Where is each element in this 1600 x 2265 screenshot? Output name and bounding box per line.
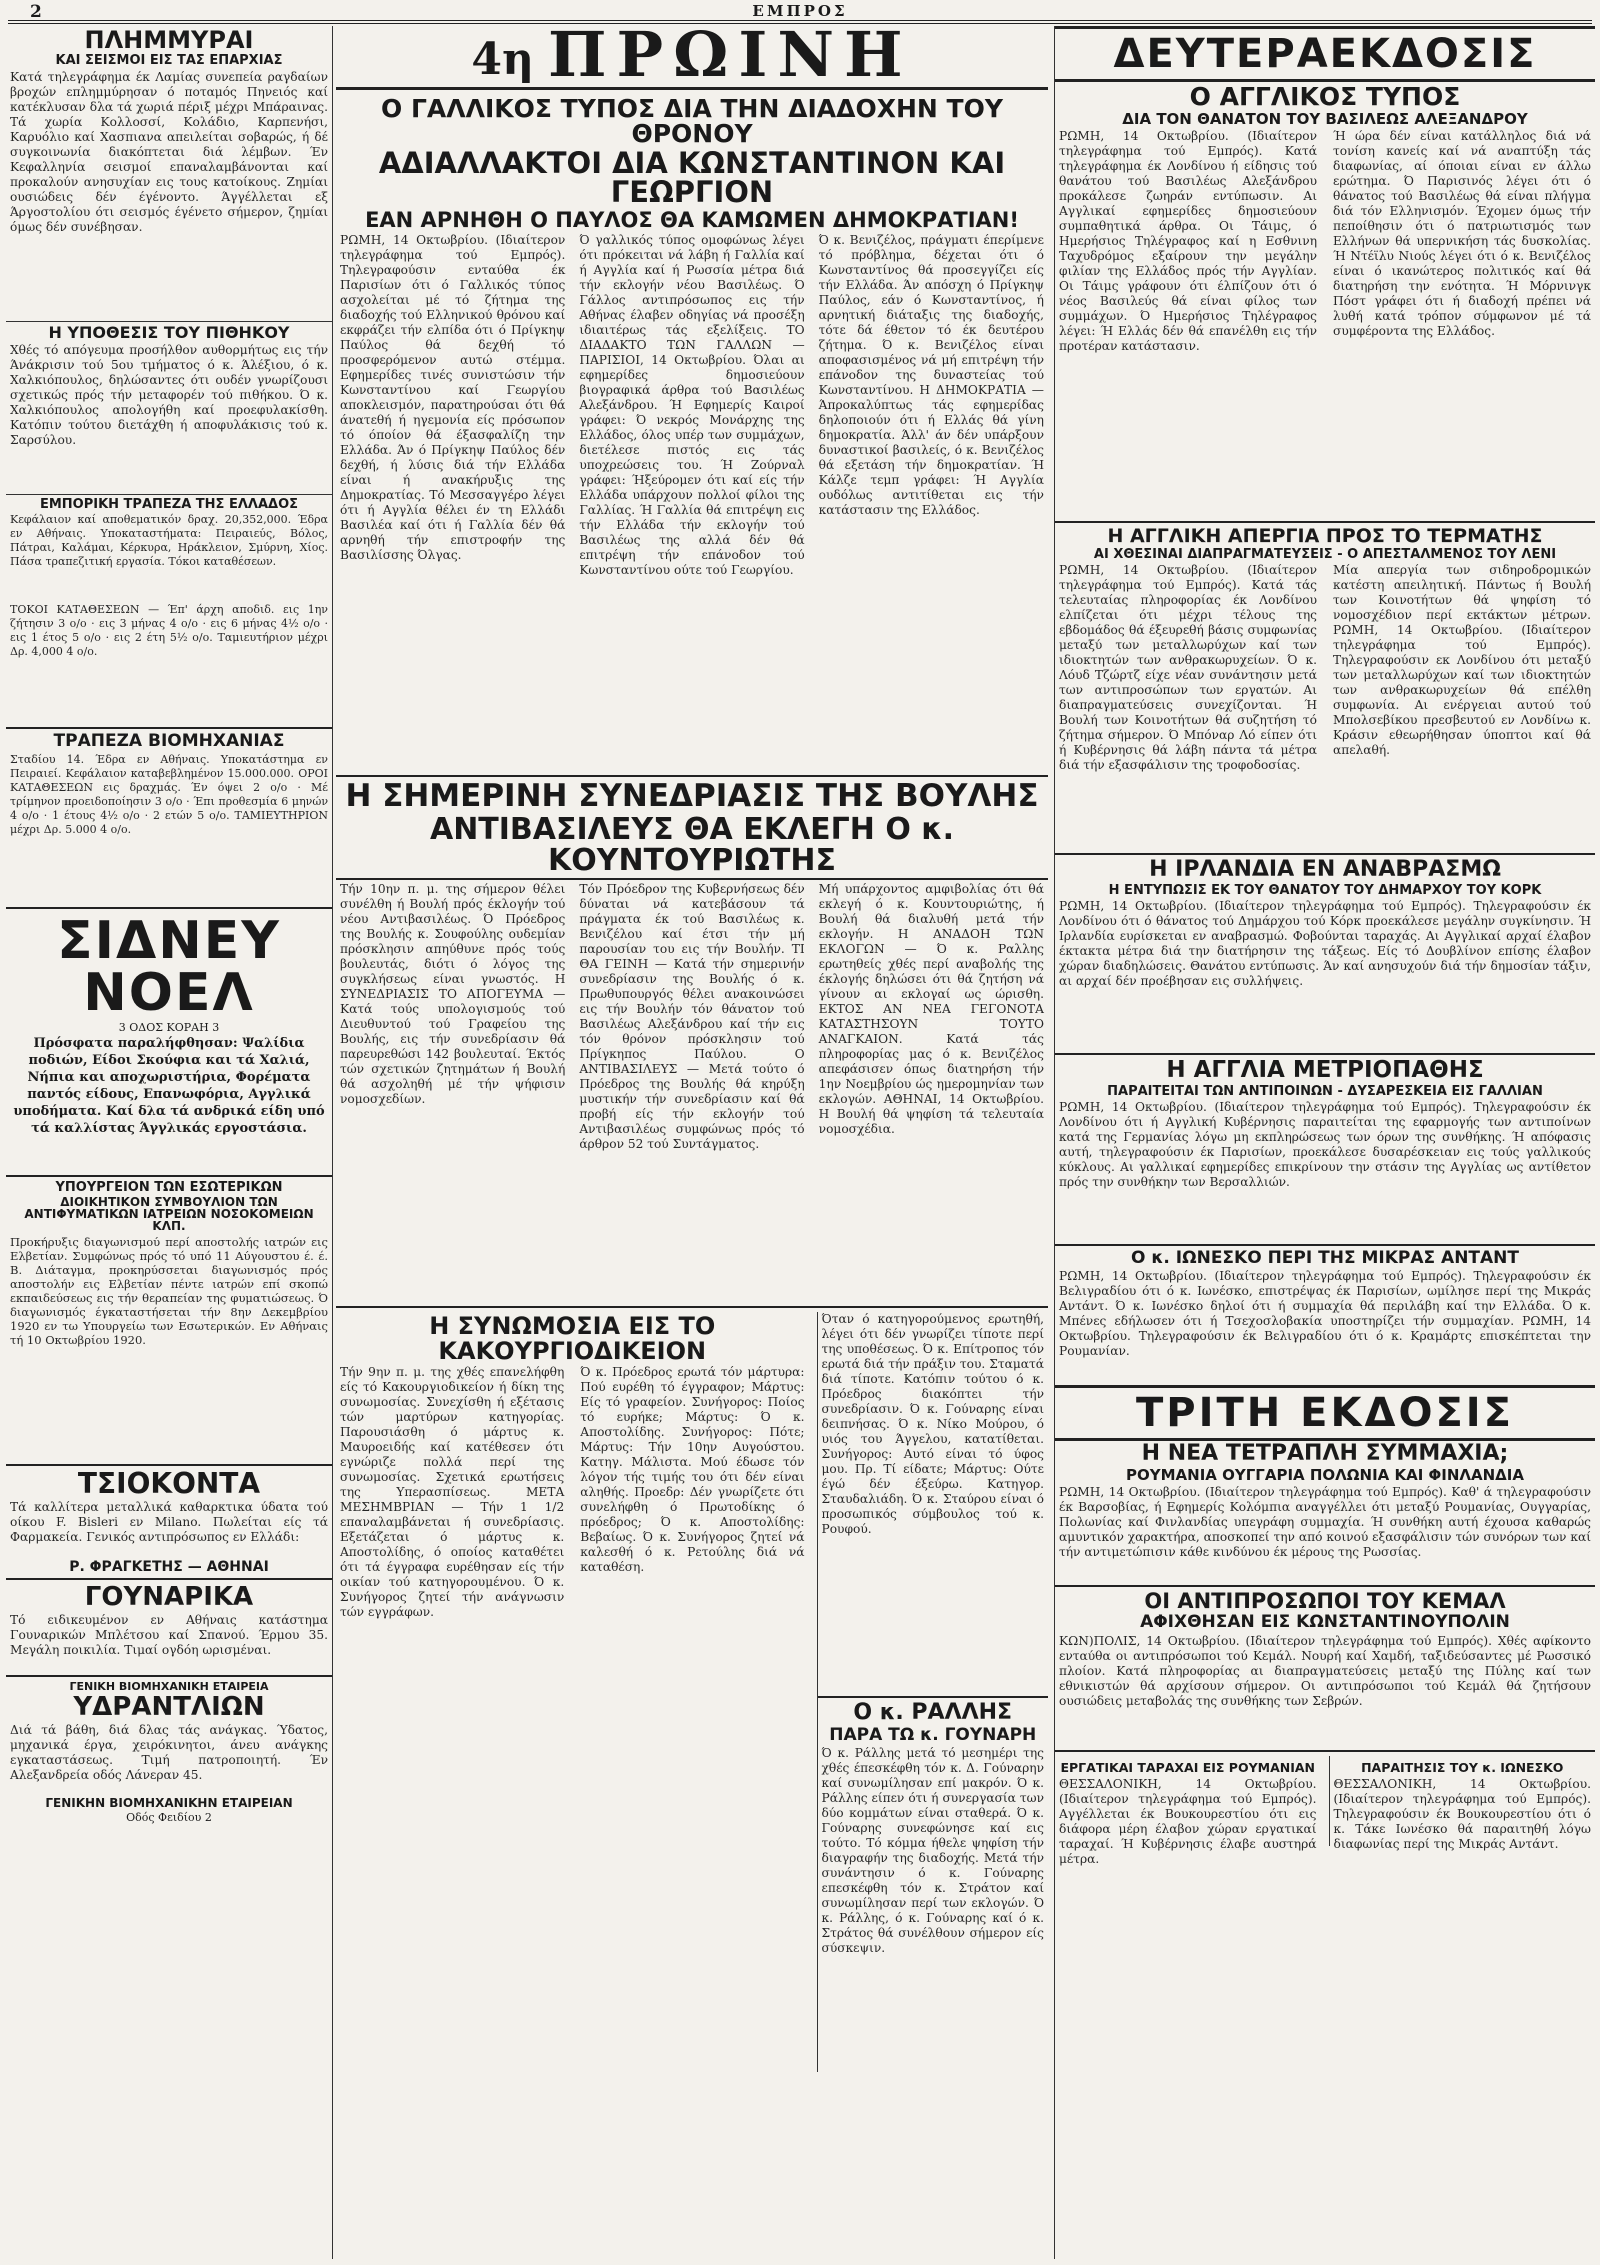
headline-english-press: Ο ΑΓΓΛΙΚΟΣ ΤΥΠΟΣ	[1189, 82, 1461, 111]
headline-irreconcilable: ΑΔΙΑΛΛΑΚΤΟΙ ΔΙΑ ΚΩΝΣΤΑΝΤΙΝΟΝ ΚΑΙ ΓΕΩΡΓΙΟΝ	[378, 145, 1006, 210]
headline-england-moderate: Η ΑΓΓΛΙΑ ΜΕΤΡΙΟΠΑΘΗΣ	[1166, 1057, 1484, 1084]
ad-title-sidney-noel: ΣΙΔΝΕΥ ΝΟΕΛ	[57, 910, 281, 1023]
ad-title-commercial-bank: ΕΜΠΟΡΙΚΗ ΤΡΑΠΕΖΑ ΤΗΣ ΕΛΛΑΔΟΣ	[39, 497, 299, 513]
ad-text-furs: Τό ειδικευμένον εν Αθήναις κατάστημα Γουναρικών Μπλέτσου καί Σπανού. Έρμου 35. Μεγάλη ποικιλία. Τιμαί ογδόη ωρισμέναι.	[10, 1612, 328, 1657]
headline-romania-unrest: ΕΡΓΑΤΙΚΑΙ ΤΑΡΑΧΑΙ ΕΙΣ ΡΟΥΜΑΝΙΑΝ	[1060, 1759, 1315, 1775]
subheadline-alliance: ΡΟΥΜΑΝΙΑ ΟΥΓΓΑΡΙΑ ΠΟΛΩΝΙΑ ΚΑΙ ΦΙΝΛΑΝΔΙΑ	[1126, 1465, 1524, 1484]
article-strike	[1055, 563, 1595, 849]
article-parliament	[336, 882, 1048, 1302]
article-text-col1: ΡΩΜΗ, 14 Οκτωβρίου. (Ιδιαίτερον τηλεγράφημα τού Εμπρός). Τηλεγραφούσιν ενταύθα έκ Παρισίων ότι ό Γαλλικός τύπος ασχολείται μέ τό ζήτημα της διαδοχής τού Ελληνικού θρόνου καί εκφράζει τήν ελπίδα ότι ό Πρίγκηψ Παύλος θά δεχθή τό προσφερόμενον αυτώ στέμμα. Εφημερίδες τινές συνιστώσιν τήν Κωνσταντίνου καί Γεωργίου αποκλεισμόν, παρατηρούσαι ότι θά άνατεθή ή ηγεμονία είς πρόσωπον τό όποίον θά έξασφαλίζη την Ελλάδα. Άν ό Πρίγκηψ Παύλος δέν δεχθή, ή λύσις διά τήν Ελλάδα είναι ή ανακήρυξις της Δημοκρατίας. Τό Μεσσαγγέρο λέγει ότι ή Αγγλία θέλει έν τη Ελλάδι Βασιλέα καί ότι ή Γαλλία δέν θά αρνηθή τήν επιστροφήν της Βασιλίσσης Όλγας.	[340, 233, 566, 563]
subheadline-england-moderate: ΠΑΡΑΙΤΕΙΤΑΙ ΤΩΝ ΑΝΤΙΠΟΙΝΩΝ - ΔΥΣΑΡΕΣΚΕΙΑ ΕΙΣ ΓΑΛΛΙΑΝ	[1107, 1083, 1543, 1099]
conspiracy-text-col2: Ό κ. Πρόεδρος ερωτά τόν μάρτυρα: Πού ευρέθη τό έγγραφον; Μάρτυς: Είς τό γραφείον. Συνήγορος: Ποίος τό ευρήκε; Μάρτυς: Ό κ. Αποστολίδης. Συνήγορος: Πότε; Μάρτυς: Τήν 10ην Αυγούστου. Κατηγ. Μάλιστα. Μού έδωσε τόν λόγον τής τιμής του ότι δέν είναι αληθής. Προεδρ: Δέν γνωρίζετε ότι συνελήφθη ό Πρωτοδίκης ό πρόεδρος; Ό κ. Αποστολίδης: Βεβαίως. Ό κ. Συνήγορος ζητεί νά καλεσθή ό κ. Ρετούλης διά νά καταθέση.	[580, 1365, 805, 1575]
conspiracy-text-col1: Τήν 9ην π. μ. της χθές επανελήφθη είς τό Κακουργιοδικείον ή δίκη της συνωμοσίας. Συνεχίσθη ή εξέτασις τών μαρτύρων κατηγορίας. Παρουσιάσθη ό μάρτυς κ. Μαυροειδής καί κατέθεσεν ότι εγνώριζε πολλά περί της συνωμοσίας. Σχετικά ερωτήσεις της Υπερασπίσεως. ΜΕΤΑ ΜΕΣΗΜΒΡΙΑΝ — Τήν 1 1/2 επαναλαμβάνεται ή συνεδρίασις. Εξετάζεται ό μάρτυς κ. Αποστολίδης, ό οποίος καταθέτει ότι τά έγγραφα ευρέθησαν είς τήν οικίαν τού κατηγορουμένου. Ό κ. Συνήγορος ζητεί τήν ανάγνωσιν τών εγγράφων.	[340, 1365, 565, 1620]
edition-number: 4η	[471, 33, 534, 85]
english-press-col1: ΡΩΜΗ, 14 Οκτωβρίου. (Ιδιαίτερον τηλεγράφημα τού Εμπρός). Κατά τηλεγράφημα έκ Λονδίνου ή είδησις τού θανάτου τού Βασιλέως Αλεξάνδρου προκάλεσε ζωηράν εντύπωσιν. Αι Αγγλικαί εφημερίδες δημοσιεύουν συμπαθητικά άρθρα. Οι Τάιμς, ό Ημερήσιος Τηλέγραφος καί η Εσθνινη Ταχυδρόμος εξαίρουν την μεγάλην φιλίαν της Ελλάδος πρός τήν Αγγλίαν. Οι Τάιμς γράφουν ότι έλπίζουν ότι ό νέος Βασιλεύς θά είναι φίλος των συμμάχων. Ό Ημερήσιος Τηλέγραφος λέγει: Ή Ελλάς δέν θά επανέλθη εις τήν προτέραν κατάστασιν.	[1059, 128, 1317, 353]
ad-company-industrial-2: ΓΕΝΙΚΗΝ ΒΙΟΜΗΧΑΝΙΚΗΝ ΕΤΑΙΡΕΙΑΝ	[45, 1795, 293, 1810]
article-title-monkey: Η ΥΠΟΘΕΣΙΣ ΤΟΥ ΠΙΘΗΚΟΥ	[48, 322, 290, 342]
article-french-press	[336, 233, 1048, 771]
article-text-floods: Κατά τηλεγράφημα έκ Λαμίας συνεπεία ραγδαίων βροχών επλημμύρησαν ό ποταμός Πηνειός καί κατέκλυσαν δλα τά χωριά πέριξ μέχρι Μπάραινας. Τά χωρία Κολλοσσί, Κολάδιο, Καρπενήσι, Καρυόλιο καί Χασπιανα απειλείται σοβαρώς, ή δέ συγκοινωνία διακόπτεται διά λέμβων. Έν Κεφαλληνία σεισμοί επαναλαμβάνονται καί προκαλούν ανησυχίαν εις τους κατοίκους. Ζημίαι ουσιώδεις δέν έγένοντο. Άγγέλλεται εξ Άργοστολίου ότι σεισμός έγένετο σήμερον, ζημίαι όμως δέν συνέβησαν.	[10, 69, 328, 234]
subheadline-english-press: ΔΙΑ ΤΟΝ ΘΑΝΑΤΟΝ ΤΟΥ ΒΑΣΙΛΕΩΣ ΑΛΕΞΑΝΔΡΟΥ	[1122, 109, 1528, 128]
article-english-press	[1055, 129, 1595, 517]
ad-text-tsiokonta: Τά καλλίτερα μεταλλικά καθαρκτικα ύδατα τού οίκου F. Bisleri εν Milano. Πωλείται είς τά Φαρμακεία. Γενικός αντιπρόσωπος εν Ελλάδι:	[10, 1500, 328, 1545]
third-edition-title: ΤΡΙΤΗ ΕΚΔΟΣΙΣ	[1136, 1390, 1514, 1437]
article-alliance: ΡΩΜΗ, 14 Οκτωβρίου. (Ιδιαίτερον τηλεγράφημα τού Εμπρός). Καθ' ά τηλεγραφούσιν έκ Βαρσοβίας, ή Εφημερίς Κολόμπια αναγγέλλει ότι μεταξύ Ρουμανίας, Ουγγαρίας, Πολωνίας καί Φινλανδίας υπεγράφη συμμαχία. Ή συνθήκη αυτή έχουσα καθαρώς αμυντικόν χαρακτήρα, αποσκοπεί την από κοινού εξασφάλισιν τών συνόρων των καί τήν αντιμετώπισιν κάθε κινδύνου έκ μέρους της Ρωσσίας.	[1059, 1484, 1591, 1559]
notice-text-ministry: Προκήρυξις διαγωνισμού περί αποστολής ιατρών εις Ελβετίαν. Συμφώνως πρός τό υπό 11 Αύγουστου έ. έ. Β. Διάταγμα, προκηρύσσεται διαγωνισμός πρός αποστολήν εις Ελβετίαν πέντε ιατρών επί σκοπώ εκπαιδεύσεως εις τήν θεραπείαν της φυματιώσεως. Ό διαγωνισμός έγκαταστήσεται τήν 8ην Δεκεμβρίου 1920 εν τω Υπουργείω των Εσωτερικών. Εν Αθήναις τή 10 Οκτωβρίου 1920.	[10, 1234, 328, 1347]
right-column	[1054, 26, 1595, 2259]
third-edition-banner	[1055, 1385, 1595, 1441]
headline-parliament: Η ΣΗΜΕΡΙΝΗ ΣΥΝΕΔΡΙΑΣΙΣ ΤΗΣ ΒΟΥΛΗΣ	[345, 778, 1039, 815]
article-title-floods: ΠΛΗΜΜΥΡΑΙ	[84, 26, 254, 54]
parliament-text-col1: Τήν 10ην π. μ. της σήμερον θέλει συνέλθη ή Βουλή πρός έκλογήν τού νέου Αντιβασιλέως. Ό Πρόεδρος της Βουλής κ. Σουφούλης ουδεμίαν πρόσκλησιν απηύθυνε πρός τούς βουλευτάς, διότι ό λόγος της συγκλήσεως είναι γνωστός. Η ΣΥΝΕΔΡΙΑΣΙΣ ΤΟ ΑΠΟΓΕΥΜΑ — Κατά τούς υπολογισμούς τού Διευθυντού τού Γραφείου της Βουλής, εις τήν συνεδρίασιν θά παρευρεθώσι 142 βουλευταί. Έκτός τών σχετικών ζητημάτων ή Βουλή θά ασχοληθή μέ τήν ψήφισιν νομοσχεδίων.	[340, 882, 566, 1107]
ad-title-tsiokonta: ΤΣΙΟΚΟΝΤΑ	[77, 1466, 261, 1500]
ad-text-sidney-noel: Πρόσφατα παραλήφθησαν: Ψαλίδια ποδιών, Είδοι Σκούφια και τά Χαλιά, Νήπια και αποχωριστήρια, Φορέματα παντός είδους, Επανωφόρια, Αγγλικά υποδήματα. Καί δλα τά ανδρικά είδη υπό τά καλλίστας Άγγλικάς εργοστάσια.	[13, 1035, 325, 1136]
article-ireland: ΡΩΜΗ, 14 Οκτωβρίου. (Ιδιαίτερον τηλεγράφημα τού Εμπρός). Τηλεγραφούσιν έκ Λονδίνου ότι ό θάνατος τού Δημάρχου τού Κόρκ προεκάλεσε μεγάλην συγκίνησιν. Ή Ιρλανδία ευρίσκεται εν αναβρασμώ. Φοβούνται ταραχάς. Αι Αγγλικαί αρχαί έλαβον έκτακτα μέτρα διά την διατήρησιν της τάξεως. Είς τό Δουβλίνον επίσης έλαβον χώραν διαδηλώσεις. Θανάτου εντύπωσις. Άν καί ανησυχούν διά τήν δημοσίαν τάξιν, αι αρχαί δέν προέβησαν εις συλλήψεις.	[1059, 899, 1591, 989]
page-number: 2	[30, 2, 42, 22]
english-press-col2: Ή ώρα δέν είναι κατάλληλος διά νά τονίση κανείς καί νά αναπτύξη τάς διαφωνίας, αί όποιαι είναι εν άλλω ερώτημα. Ό Παρισινός λέγει ότι ό θάνατος τού Βασιλέως θά είναι πλήγμα διά τόν Ελληνισμόν. Έχομεν όμως τήν πεποίθησιν ότι ό πατριωτισμός των Ελλήνων θά υπερνικήση τάς δυσκολίας. Ή Ντέϊλυ Νιούς λέγει ότι ό κ. Βενιζέλος είναι ό ικανώτερος πολιτικός καί θά διατηρήση την ενότητα. Ή Μόρνινγκ Πόστ γράφει ότι ή διαδοχή πρέπει νά λυθή κατά τρόπον σύμφωνον μέ τά συμφέροντα της Ελλάδος.	[1333, 128, 1591, 338]
second-edition-banner	[1055, 26, 1595, 82]
headline-alliance: Η ΝΕΑ ΤΕΤΡΑΠΛΗ ΣΥΜΜΑΧΙΑ;	[1141, 1441, 1509, 1467]
ad-title-pumps: ΥΔΡΑΝΤΛΙΩΝ	[73, 1692, 265, 1723]
ad-agent-tsiokonta: Ρ. ΦΡΑΓΚΕΤΗΣ — ΑΘΗΝΑΙ	[69, 1559, 269, 1576]
article-conspiracy	[336, 1312, 809, 2072]
main-column	[336, 18, 1048, 2259]
headline-rallis: Ο κ. ΡΑΛΛΗΣ	[853, 1700, 1013, 1726]
text-ionescu-resignation: ΘΕΣΣΑΛΟΝΙΚΗ, 14 Οκτωβρίου. (Ιδιαίτερον τηλεγράφημα τού Εμπρός). Τηλεγραφούσιν έκ Βουκουρεστίου ότι ό κ. Τάκε Ιωνέσκο θά παραιτηθή λόγω διαφωνίας περί της Μικράς Αντάντ.	[1333, 1776, 1591, 1851]
subheadline-strike: ΑΙ ΧΘΕΣΙΝΑΙ ΔΙΑΠΡΑΓΜΑΤΕΥΣΕΙΣ - Ο ΑΠΕΣΤΑΛΜΕΝΟΣ ΤΟΥ ΛΕΝΙ	[1093, 547, 1557, 563]
article-subtitle-floods: ΚΑΙ ΣΕΙΣΜΟΙ ΕΙΣ ΤΑΣ ΕΠΑΡΧΙΑΣ	[55, 53, 283, 69]
headline-kemal: ΟΙ ΑΝΤΙΠΡΟΣΩΠΟΙ ΤΟΥ ΚΕΜΑΛ	[1144, 1588, 1506, 1613]
article-ionescu: ΡΩΜΗ, 14 Οκτωβρίου. (Ιδιαίτερον τηλεγράφημα τού Εμπρός). Τηλεγραφούσιν έκ Βελιγραδίου ότι ό κ. Ιωνέσκο, επιστρέψας έκ Παρισίων, ωμίλησε περί της Μικράς Αντάντ. Ό κ. Ιωνέσκο δηλοί ότι ή συμμαχία θά περιλάβη καί την Ελλάδα. Ό κ. Μπένες εδήλωσεν ότι ή Τσεχοσλοβακία υποστηρίζει τήν συμμαχίαν. ΡΩΜΗ, 14 Οκτωβρίου. Τηλεγραφούσιν έκ Βελιγραδίου ότι ό κ. Κραμάρτς επισκέπτεται την Ρουμανίαν.	[1059, 1269, 1591, 1359]
text-romania-unrest: ΘΕΣΣΑΛΟΝΙΚΗ, 14 Οκτωβρίου. (Ιδιαίτερον τηλεγράφημα τού Εμπρός). Αγγέλλεται έκ Βουκουρεστίου ότι εις διάφορα μέρη έλαβον χώραν εργατικαί ταραχαί. Ή Κυβέρνησις έλαβε αυστηρά μέτρα.	[1059, 1776, 1317, 1866]
ad-text-industrial-bank: Σταδίου 14. Έδρα εν Αθήναις. Υποκατάστημα εν Πειραιεί. Κεφάλαιον καταβεβλημένον 15.000.000. ΟΡΟΙ ΚΑΤΑΘΕΣΕΩΝ εις δραχμάς. Έν όψει 2 ο/ο · Μέ τρίμηνον προειδοποίησιν 3 ο/ο · Έπι προθεσμία 6 μηνών 4 ο/ο · 1 έτους 4½ ο/ο · 2 ετών 5 ο/ο. ΤΑΜΙΕΥΤΗΡΙΟΝ μέχρι Δρ. 5.000 4 ο/ο.	[10, 752, 328, 836]
ad-title-industrial-bank: ΤΡΑΠΕΖΑ ΒΙΟΜΗΧΑΝΙΑΣ	[53, 731, 285, 752]
masthead: ΕΜΠΡΟΣ	[752, 2, 848, 20]
second-edition-title: ΔΕΥΤΕΡΑΕΚΔΟΣΙΣ	[1113, 31, 1537, 77]
article-text-col3: Ό κ. Βενιζέλος, πράγματι έπερίμενε τό πρόβλημα, δέχεται ότι ό Κωνσταντίνος θά προσεγγίζει είς τήν Ελλάδα. Άν απόσχη ό Πρίγκηψ Παύλος, εάν ό Κωνσταντίνος, ή αρνητική διάταξις της διαδοχής, τότε δά έθετον τό έκ δευτέρου ζήτημα. Ό κ. Βενιζέλος είναι αποφασισμένος νά μή επιτρέψη τήν επάνοδον της δυναστείας τού Κωνσταντίνου. Η ΔΗΜΟΚΡΑΤΙΑ — Άπροκαλύπτως τάς εφημερίδας δηλοποιούν ότι ή Ελλάς θά γίνη δημοκρατία. Άλλ' άν δέν υπάρξουν δυναστικοί βασιλείς, ό κ. Βενιζέλος θά εξετάση τήν δημοκρατίαν. Ή Κάλζε τεμπ γράφει: Ή Αγγλία ουδόλως αντιτίθεται εις τήν κατάστασιν της Ελλάδος.	[818, 233, 1044, 518]
headline-ionescu: Ο κ. ΙΩΝΕΣΚΟ ΠΕΡΙ ΤΗΣ ΜΙΚΡΑΣ ΑΝΤΑΝΤ	[1130, 1247, 1520, 1268]
left-column	[6, 26, 333, 2259]
ad-address-sidney-noel: 3 ΟΔΟΣ ΚΟΡΑΗ 3	[118, 1020, 220, 1034]
article-text-monkey: Χθές τό απόγευμα προσήλθον αυθορμήτως εις τήν Άνάκρισιν τού 5ου τμήματος ό κ. Άλέξιου, ό κ. Χαλκιόπουλος, δηλώσαντες ότι ουδέν γνωρίζουσι σχετικώς πρός τήν μεταφορέν τού πιθήκου. Ό κ. Χαλκιόπουλος απολογήθη καί προεφυλακίσθη. Κατόπιν τούτου διετάχθη ή αποφυλάκισις τού κ. Σαρσύλου.	[10, 343, 328, 448]
bottom-right-section	[1055, 1756, 1595, 1866]
strike-col1: ΡΩΜΗ, 14 Οκτωβρίου. (Ιδιαίτερον τηλεγράφημα τού Εμπρός). Κατά τάς τελευταίας πληροφορίας έκ Λονδίνου ελπίζεται ότι μέχρι τέλους της εβδομάδος θά έξευρεθή βάσις συμφωνίας μεταξύ των μεταλλωρύχων καί των ιδιοκτητών των ανθρακωρυχείων. Ό κ. Λόυδ Τζώρτζ είχε νέαν συνάντησιν μετά των αντιπροσώπων των εργατών. Αι διαπραγματεύσεις συνεχίζονται. Ή Βουλή των Κοινοτήτων θά συζητήση τό ζήτημα σήμερον. Ό Μπόναρ Λό είπεν ότι ή Κυβέρνησις θά λάβη πάντα τά μέτρα διά τήν εξασφάλισιν της τροφοδοσίας.	[1059, 563, 1317, 773]
ad-address-pumps: Οδός Φειδίου 2	[126, 1810, 212, 1824]
lower-main-section	[336, 1312, 1048, 2072]
headline-french-press: Ο ΓΑΛΛΙΚΟΣ ΤΥΠΟΣ ΔΙΑ ΤΗΝ ΔΙΑΔΟΧΗΝ ΤΟΥ ΘΡΟΝΟΥ	[381, 93, 1003, 149]
headline-ireland: Η ΙΡΛΑΝΔΙΑ ΕΝ ΑΝΑΒΡΑΣΜΩ	[1149, 857, 1501, 883]
article-text-col2: Ό γαλλικός τύπος ομοφώνως λέγει ότι πρόκειται νά λάβη ή Γαλλία καί ή Αγγλία καί ή Ρωσσία μέτρα διά τήν εκλογήν νέου Βασιλέως. Ό Γάλλος αντιπρόσωπος εις τήν Αθήνας έλαβεν οδηγίας νά προσέξη ιδιαιτέρως τάς εξελίξεις. ΤΟ ΔΙΑΔΑΚΤΟ ΤΩΝ ΓΑΛΛΩΝ — ΠΑΡΙΣΙΟΙ, 14 Οκτωβρίου. Όλαι αι εφημερίδες δημοσιεύουν βιογραφικά άρθρα τού Βασιλέως Αλεξάνδρου. Ή Εφημερίς Καιροί γράφει: Ό νεκρός Μονάρχης της Ελλάδος, όλος υπέρ των συμμάχων, διετέλεσε πιστός εις τάς υποχρεώσεις του. Ή Ζούρναλ γράφει: Ήξεύρομεν ότι καί είς τήν Ελλάδα υπάρχουν πολλοί φίλοι της Γαλλίας. Ή Γαλλία θά επιτρέψη εις τήν Ελλάδα τήν εκλογήν τού Βασιλέως της αλλά δέν θά επιτρέψη τήν επάνοδον τού Κωνσταντίνου ούτε τού Γεωργίου.	[579, 233, 805, 578]
headline-regent: ΑΝΤΙΒΑΣΙΛΕΥΣ ΘΑ ΕΚΛΕΓΗ Ο κ. ΚΟΥΝΤΟΥΡΙΩΤΗΣ	[336, 815, 1048, 880]
subheadline-ireland: Η ΕΝΤΥΠΩΣΙΣ ΕΚ ΤΟΥ ΘΑΝΑΤΟΥ ΤΟΥ ΔΗΜΑΡΧΟΥ ΤΟΥ ΚΟΡΚ	[1108, 882, 1542, 898]
ad-title-furs: ΓΟΥΝΑΡΙΚΑ	[84, 1582, 254, 1613]
article-rallis	[817, 1312, 1048, 2072]
notice-subtitle-ministry: ΔΙΟΙΚΗΤΙΚΟΝ ΣΥΜΒΟΥΛΙΟΝ ΤΩΝ ΑΝΤΙΦΥΜΑΤΙΚΩΝ ΙΑΤΡΕΙΩΝ ΝΟΣΟΚΟΜΕΙΩΝ ΚΛΠ.	[24, 1194, 314, 1234]
article-ionescu-resignation	[1329, 1756, 1596, 1851]
ad-rates-commercial-bank: ΤΟΚΟΙ ΚΑΤΑΘΕΣΕΩΝ — Έπ' άρχη αποδιδ. εις 1ην ζήτησιν 3 ο/ο · εις 3 μήνας 4 ο/ο · εις 6 μήνας 4½ ο/ο · εις 1 έτος 5 ο/ο · εις 2 έτη 5½ ο/ο. Ταμιευτήριον μέχρι Δρ. 4,000 4 ο/ο.	[10, 603, 328, 659]
headline-ionescu-resignation: ΠΑΡΑΙΤΗΣΙΣ ΤΟΥ κ. ΙΩΝΕΣΚΟ	[1361, 1759, 1564, 1775]
headline-conspiracy: Η ΣΥΝΩΜΟΣΙΑ ΕΙΣ ΤΟ ΚΑΚΟΥΡΓΙΟΔΙΚΕΙΟΝ	[429, 1312, 716, 1365]
notice-title-ministry: ΥΠΟΥΡΓΕΙΟΝ ΤΩΝ ΕΣΩΤΕΡΙΚΩΝ	[55, 1179, 283, 1195]
ad-text-pumps: Διά τά βάθη, διά δλας τάς ανάγκας. Ύδατος, μηχανικά έργα, χειρόκινητοι, άνευ ανάγκης εγκαταστάσεως. Τιμή πατροποιητή. Έν Αλεξανδρεία οδός Λάνεραν 45.	[10, 1722, 328, 1782]
ad-company-industrial: ΓΕΝΙΚΗ ΒΙΟΜΗΧΑΝΙΚΗ ΕΤΑΙΡΕΙΑ	[69, 1679, 269, 1693]
subheadline-gounaris: ΠΑΡΑ ΤΩ κ. ΓΟΥΝΑΡΗ	[829, 1724, 1037, 1745]
parliament-text-col3: Μή υπάρχοντος αμφιβολίας ότι θά εκλεγή ό κ. Κουντουριώτης, ή Βουλή θά διαλυθή μετά τήν εκλογήν. Η ΑΝΑΔΟΗ ΤΩΝ ΕΚΛΟΓΩΝ — Ό κ. Ραλλης ερωτηθείς χθές περί αναβολής της έκλογής δηλώσει ότι θά ζητήση νά γίνουν αι εκλογαί ως ώρισθη. ΕΚΤΟΣ ΑΝ ΝΕΑ ΓΕΓΟΝΟΤΑ ΚΑΤΑΣΤΗΣΟΥΝ ΤΟΥΤΟ ΑΝΑΓΚΑΙΟΝ. Κατά τάς πληροφορίας μας ό κ. Βενιζέλος απεφάσισεν όπως διατηρήση τήν 1ην Νοεμβρίου ώς ημερομηνίαν των εκλογών. ΑΘΗΝΑΙ, 14 Οκτωβρίου. Η Βουλή θά ψηφίση τά τελευταία νομοσχέδια.	[818, 882, 1044, 1137]
headline-democracy: ΕΑΝ ΑΡΝΗΘΗ Ο ΠΑΥΛΟΣ ΘΑ ΚΑΜΩΜΕΝ ΔΗΜΟΚΡΑΤΙΑΝ!	[365, 208, 1019, 233]
rallis-text: Ό κ. Ράλλης μετά τό μεσημέρι της χθές έπεσκέφθη τόν κ. Δ. Γούναρην καί συνωμίλησαν επί μακρόν. Ό κ. Ράλλης είπεν ότι ή συνεργασία των δύο κομμάτων είναι σταθερά. Ό κ. Γούναρης συνεφώνησε καί εις τούτο. Τό κόμμα ήθελε ψηφίση τήν διαγραφήν της διαδοχής. Μετά τήν συνάντησιν ό κ. Γούναρης επεσκέφθη τόν κ. Στράτον καί συνωμίλησαν περί των εκλογών. Ό κ. Ράλλης, ό κ. Γούναρης καί ό κ. Στράτος θά συνέλθουν σήμερον είς σύσκεψιν.	[821, 1746, 1044, 1956]
article-england-moderate: ΡΩΜΗ, 14 Οκτωβρίου. (Ιδιαίτερον τηλεγράφημα τού Εμπρός). Τηλεγραφούσιν έκ Λονδίνου ότι ή Αγγλική Κυβέρνησις παραιτείται της εφαρμογής των αντιποίνων κατά της Γερμανίας λόγω μη εκπληρώσεως των όρων της συνθήκης. Ή απόφασις αυτή, τηλεγραφούσιν έκ Παρισίων, προεκάλεσε δυσαρέσκειαν εις τούς γαλλικούς κύκλους. Αι γαλλικαί εφημερίδες επικρίνουν την στάσιν της Αγγλίας ως αντίθετον πρός την συνθήκην των Βερσαλλιών.	[1059, 1099, 1591, 1189]
rallis-prev-text: Όταν ό κατηγορούμενος ερωτηθή, λέγει ότι δέν γνωρίζει τίποτε περί της υποθέσεως. Ό κ. Επίτροπος τόν ερωτά διά τήν πράξιν του. Σταματά διά τίποτε. Κατόπιν τούτου ό κ. Πρόεδρος διακόπτει τήν συνεδρίασιν. Ό κ. Γούναρης είναι δειπνήσας. Ό κ. Νίκο Μούρου, ό υιός του Άγγελου, κατατίθεται. Συνήγορος: Αυτό είναι τό ύφος μου. Πρ. Τί είδατε; Μάρτυς: Ούτε έγώ δέν έξεύρω. Κατηγορ. Σταυδαλιάδη. Ό κ. Σταύρου είναι ό προσωπικός σύμβουλος τού κ. Ρουφού.	[821, 1312, 1044, 1537]
ad-text-commercial-bank: Κεφάλαιον καί αποθεματικόν δραχ. 20,352,000. Έδρα εν Αθήναις. Υποκαταστήματα: Πειραιεύς, Βόλος, Πάτραι, Καλάμαι, Κέρκυρα, Ηράκλειον, Σμύρνη, Χίος. Πάσα τραπεζιτική εργασία. Τόκοι καταθέσεων.	[10, 513, 328, 569]
strike-col2: Μία απεργία των σιδηροδρομικών κατέστη απειλητική. Πάντως ή Βουλή των Κοινοτήτων θά ψηφίση τό νομοσχέδιον περί εκτάκτων μέτρων. ΡΩΜΗ, 14 Οκτωβρίου. (Ιδιαίτερον τηλεγράφημα τού Εμπρός). Τηλεγραφούσιν εκ Λονδίνου ότι μεταξύ των μεταλλωρύχων καί των ιδιοκτητών των ανθρακωρυχείων θά επέλθη συμφωνία. Αι ενέργειαι αυτού τού Μπολσεβίκου πρεσβευτού εν Λονδίνω κ. Κράσιν εθεωρήθησαν ύποπτοι καί θά απελαθή.	[1333, 563, 1591, 758]
edition-banner	[336, 18, 1048, 91]
headline-strike: Η ΑΓΓΛΙΚΗ ΑΠΕΡΓΙΑ ΠΡΟΣ ΤΟ ΤΕΡΜΑΤΗΣ	[1107, 524, 1543, 547]
parliament-text-col2: Τόν Πρόεδρον της Κυβερνήσεως δέν δύναται νά κατεβάσουν τά πράγματα έκ τού Βασιλέως κ. Βενιζέλου καί έτσι τήν μή παρουσίαν του εις τήν Βουλήν. ΤΙ ΘΑ ΓΕΙΝΗ — Κατά τήν σημερινήν συνεδρίασιν της Βουλής ό κ. Πρωθυπουργός θέλει ανακοινώσει εις τήν Βουλήν τόν θάνατον τού Βασιλέως Αλεξάνδρου καί τήν εις τόν θρόνον πρόσκλησιν τού Πρίγκηπος Παύλου. Ο ΑΝΤΙΒΑΣΙΛΕΥΣ — Μετά τούτο ό Πρόεδρος της Βουλής θά κηρύξη μυστικήν τήν συνεδρίασιν καί θά προβή είς τήν εκλογήν τού Αντιβασιλέως συμφώνως πρός τό άρθρον 52 τού Συντάγματος.	[579, 882, 805, 1152]
article-kemal: ΚΩΝ)ΠΟΛΙΣ, 14 Οκτωβρίου. (Ιδιαίτερον τηλεγράφημα τού Εμπρός). Χθές αφίκοντο ενταύθα οι αντιπρόσωποι τού Κεμάλ. Νουρή καί Χαμδή, ταξιδεύσαντες μέ Ρωσσικό πλοίον. Κατά πληροφορίας αι διαπραγματεύσεις μεταξύ της Πύλης καί των εθνικιστών θά αρχίσουν σήμερον. Οι αντιπρόσωποι τού Κεμάλ θά ζητήσουν ουσιώδεις μεταβολάς της συνθήκης των Σεβρών.	[1059, 1633, 1591, 1708]
subheadline-kemal: ΑΦΙΧΘΗΣΑΝ ΕΙΣ ΚΩΝΣΤΑΝΤΙΝΟΥΠΟΛΙΝ	[1140, 1612, 1510, 1633]
article-romania-unrest	[1055, 1756, 1321, 1866]
edition-title: ΠΡΩΙΝΗ	[547, 18, 913, 91]
